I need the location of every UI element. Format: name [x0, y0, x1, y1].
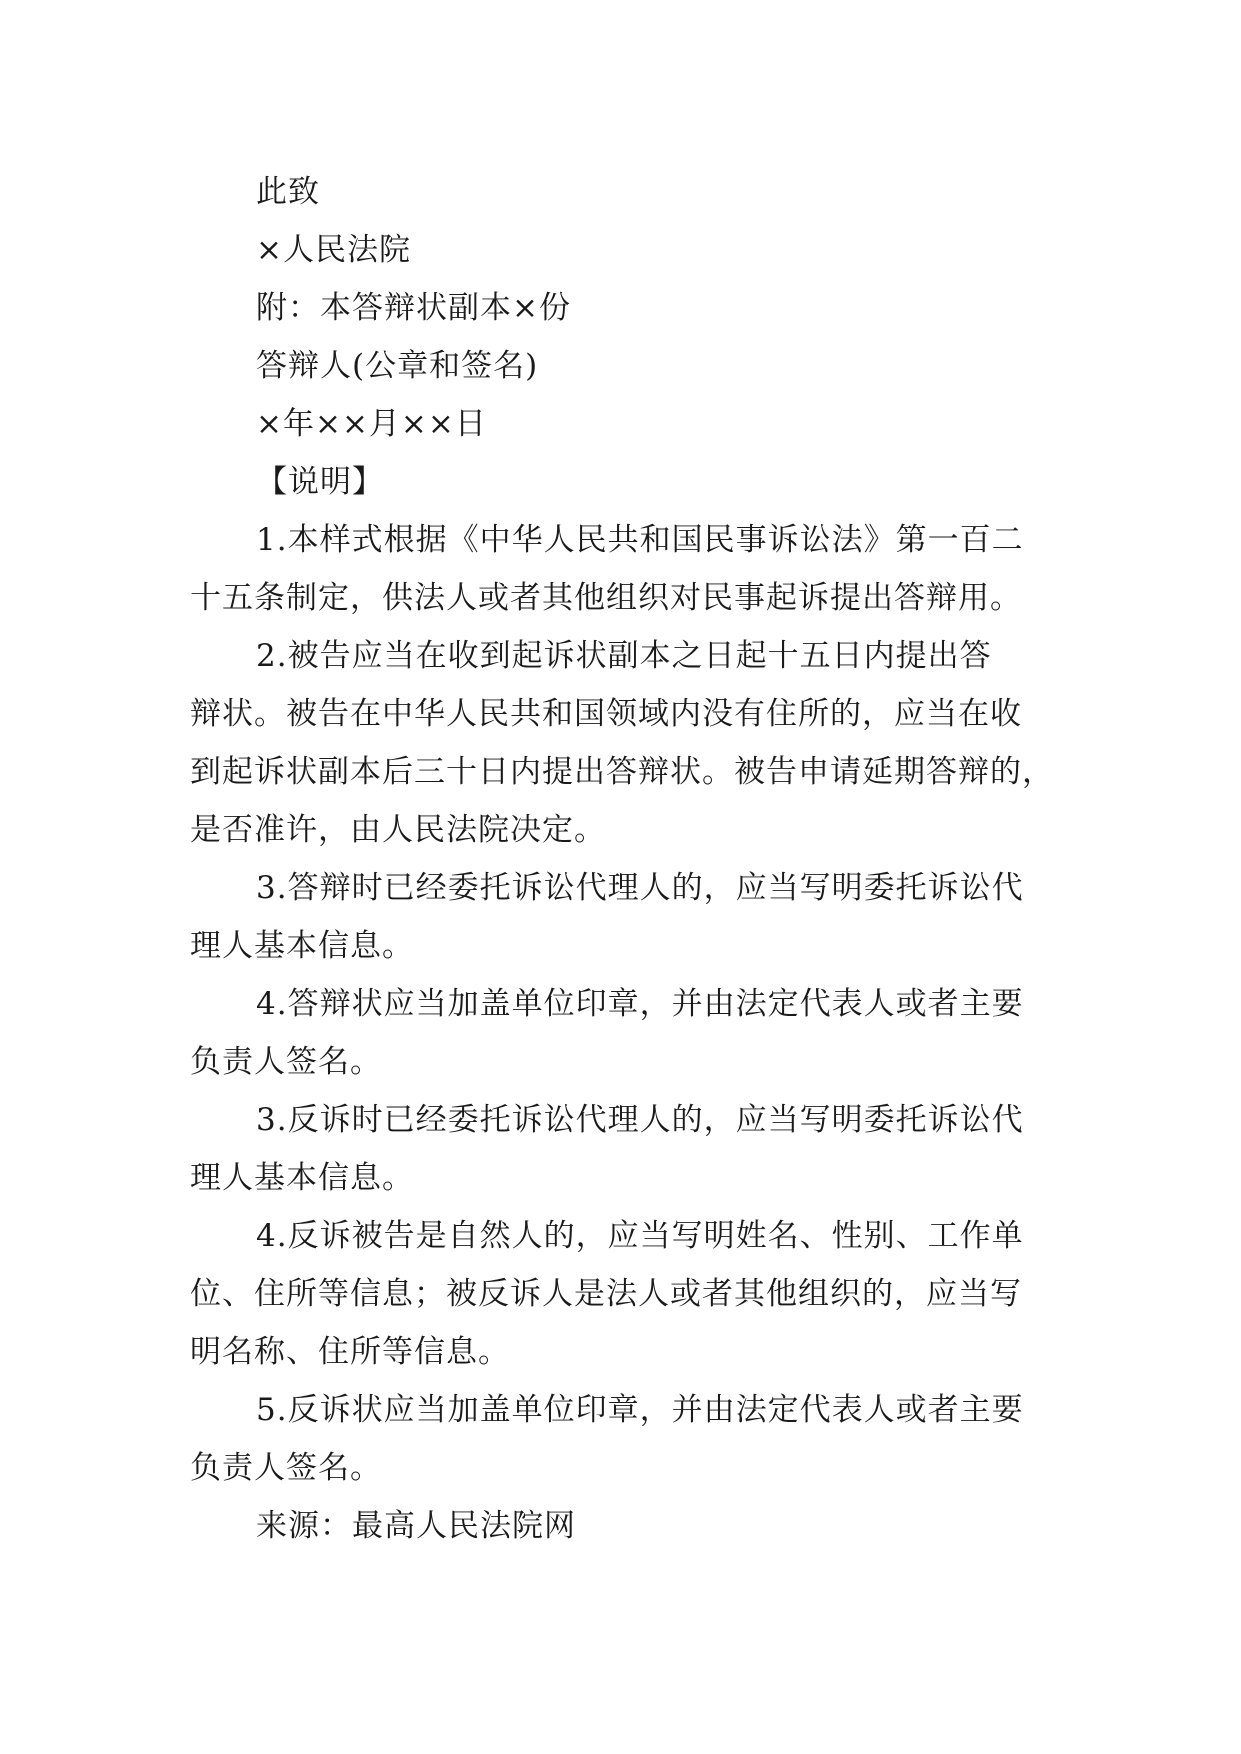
note-line: 理人基本信息。: [190, 928, 414, 964]
date-line: ×年××月××日: [256, 406, 487, 442]
source-line: 来源：最高人民法院网: [256, 1508, 576, 1544]
note-line: 负责人签名。: [190, 1450, 382, 1486]
note-line: 辩状。被告在中华人民共和国领域内没有住所的，应当在收: [190, 696, 1022, 732]
note-paragraph: [190, 1381, 1080, 1497]
court-name: ×人民法院: [256, 232, 411, 268]
document-body: [190, 163, 1080, 1555]
note-line: 负责人签名。: [190, 1044, 382, 1080]
attachment-line: 附：本答辩状副本×份: [256, 290, 571, 326]
note-line: 1.本样式根据《中华人民共和国民事诉讼法》第一百二: [256, 522, 1024, 558]
note-paragraph: [190, 627, 1080, 859]
explanation-heading: 【说明】: [256, 464, 384, 500]
note-line: 位、住所等信息；被反诉人是法人或者其他组织的，应当写: [190, 1276, 1022, 1312]
note-line: 3.反诉时已经委托诉讼代理人的，应当写明委托诉讼代: [256, 1102, 1024, 1138]
note-line: 4.反诉被告是自然人的，应当写明姓名、性别、工作单: [256, 1218, 1024, 1254]
note-line: 4.答辩状应当加盖单位印章，并由法定代表人或者主要: [256, 986, 1024, 1022]
note-line: 5.反诉状应当加盖单位印章，并由法定代表人或者主要: [256, 1392, 1024, 1428]
note-line: 理人基本信息。: [190, 1160, 414, 1196]
signer-line: 答辩人(公章和签名): [256, 348, 539, 384]
note-paragraph: [190, 1091, 1080, 1207]
note-line: 十五条制定，供法人或者其他组织对民事起诉提出答辩用。: [190, 580, 1022, 616]
closing-salutation: 此致: [256, 174, 320, 210]
note-paragraph: [190, 859, 1080, 975]
note-paragraph: [190, 511, 1080, 627]
note-line: 3.答辩时已经委托诉讼代理人的，应当写明委托诉讼代: [256, 870, 1024, 906]
note-paragraph: [190, 975, 1080, 1091]
note-paragraph: [190, 1207, 1080, 1381]
note-line: 明名称、住所等信息。: [190, 1334, 510, 1370]
note-line: 到起诉状副本后三十日内提出答辩状。被告申请延期答辩的，: [190, 754, 1054, 790]
note-line: 2.被告应当在收到起诉状副本之日起十五日内提出答: [256, 638, 992, 674]
note-line: 是否准许，由人民法院决定。: [190, 812, 606, 848]
